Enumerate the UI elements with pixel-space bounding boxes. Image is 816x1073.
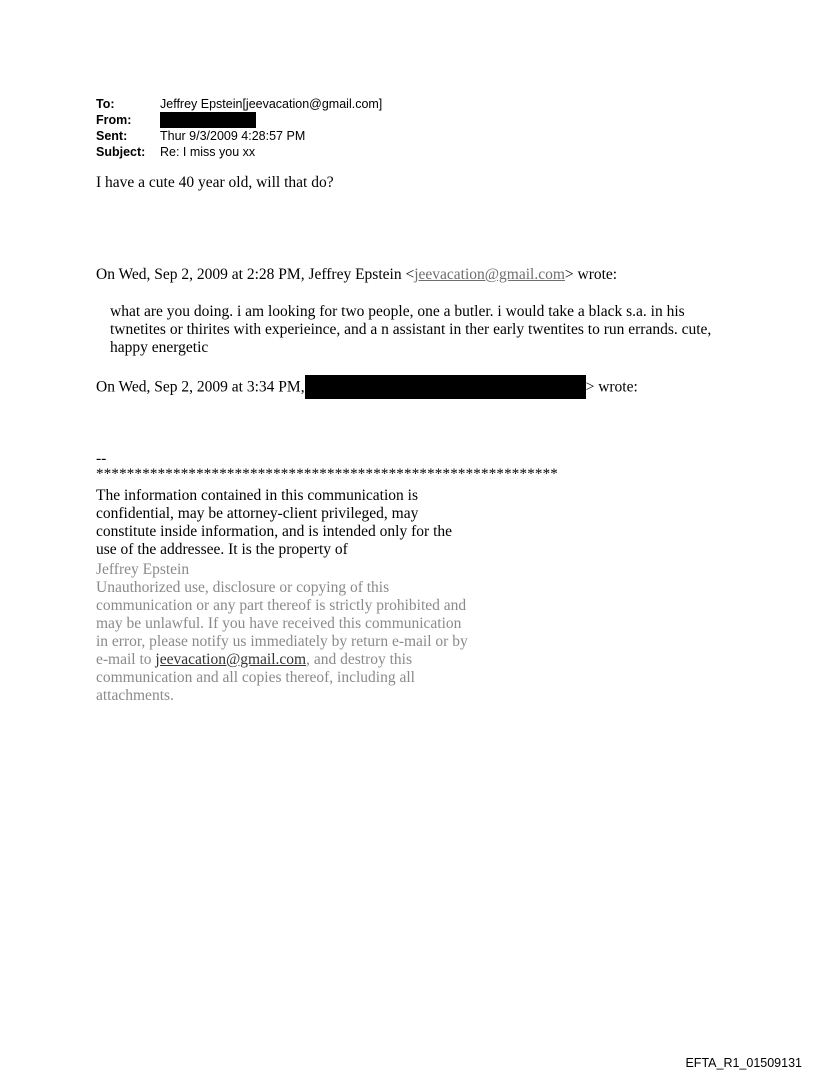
sent-row	[96, 128, 382, 144]
subject-row	[96, 144, 382, 160]
from-label: From:	[96, 113, 132, 127]
sent-value: Thur 9/3/2009 4:28:57 PM	[160, 129, 306, 143]
from-row	[96, 112, 382, 128]
sender-redaction-box	[305, 375, 586, 399]
quote-attribution-2-prefix: On Wed, Sep 2, 2009 at 3:34 PM,	[96, 378, 305, 396]
quoted-message-text: what are you doing. i am looking for two people, one a butler. i would take a black s.a. in his twnetites or thirites with experieince, and a n assistant in ther early twentites to run errands. cute, happy energetic	[110, 303, 712, 356]
subject-value: Re: I miss you xx	[160, 145, 256, 159]
disclaimer-gray-text-b: , and destroy this communication and all copies thereof, including all attachments.	[96, 651, 415, 704]
quote-attribution-1-email-link[interactable]: jeevacation@gmail.com	[414, 266, 565, 283]
quote-attribution-1-prefix: On Wed, Sep 2, 2009 at 2:28 PM, Jeffrey Epstein <	[96, 266, 415, 283]
quote-attribution-2	[96, 376, 638, 400]
disclaimer-gray-text	[96, 579, 476, 705]
signature-dash: --	[96, 450, 107, 467]
quote-attribution-1	[96, 266, 617, 284]
to-value: Jeffrey Epstein[jeevacation@gmail.com]	[160, 97, 383, 111]
reply-body-text: I have a cute 40 year old, will that do?	[96, 174, 334, 191]
disclaimer-email-link[interactable]: jeevacation@gmail.com	[155, 651, 307, 668]
subject-label: Subject:	[96, 145, 146, 159]
quote-attribution-1-suffix: > wrote:	[564, 266, 618, 283]
disclaimer-owner-name: Jeffrey Epstein	[96, 561, 190, 578]
disclaimer-gray-block	[96, 561, 476, 705]
to-row	[96, 96, 382, 112]
document-id-footer: EFTA_R1_01509131	[685, 1056, 802, 1070]
disclaimer-dark-text: The information contained in this communication is confidential, may be attorney-client privileged, may constitute inside information, and is intended only for the use of the addressee. It is the property of	[96, 487, 453, 558]
quote-attribution-2-suffix: > wrote:	[585, 378, 638, 396]
from-redaction-box	[160, 112, 256, 128]
sent-label: Sent:	[96, 129, 128, 143]
to-label: To:	[96, 97, 115, 111]
email-header	[96, 96, 382, 160]
disclaimer-gray-text-a: Unauthorized use, disclosure or copying of this communication or any part thereof is strictly prohibited and may be unlawful. If you have received this communication in error, please notify us immediately by return e-mail or by e-mail to	[96, 579, 468, 668]
signature-star-divider: ************************************************************	[96, 466, 558, 482]
